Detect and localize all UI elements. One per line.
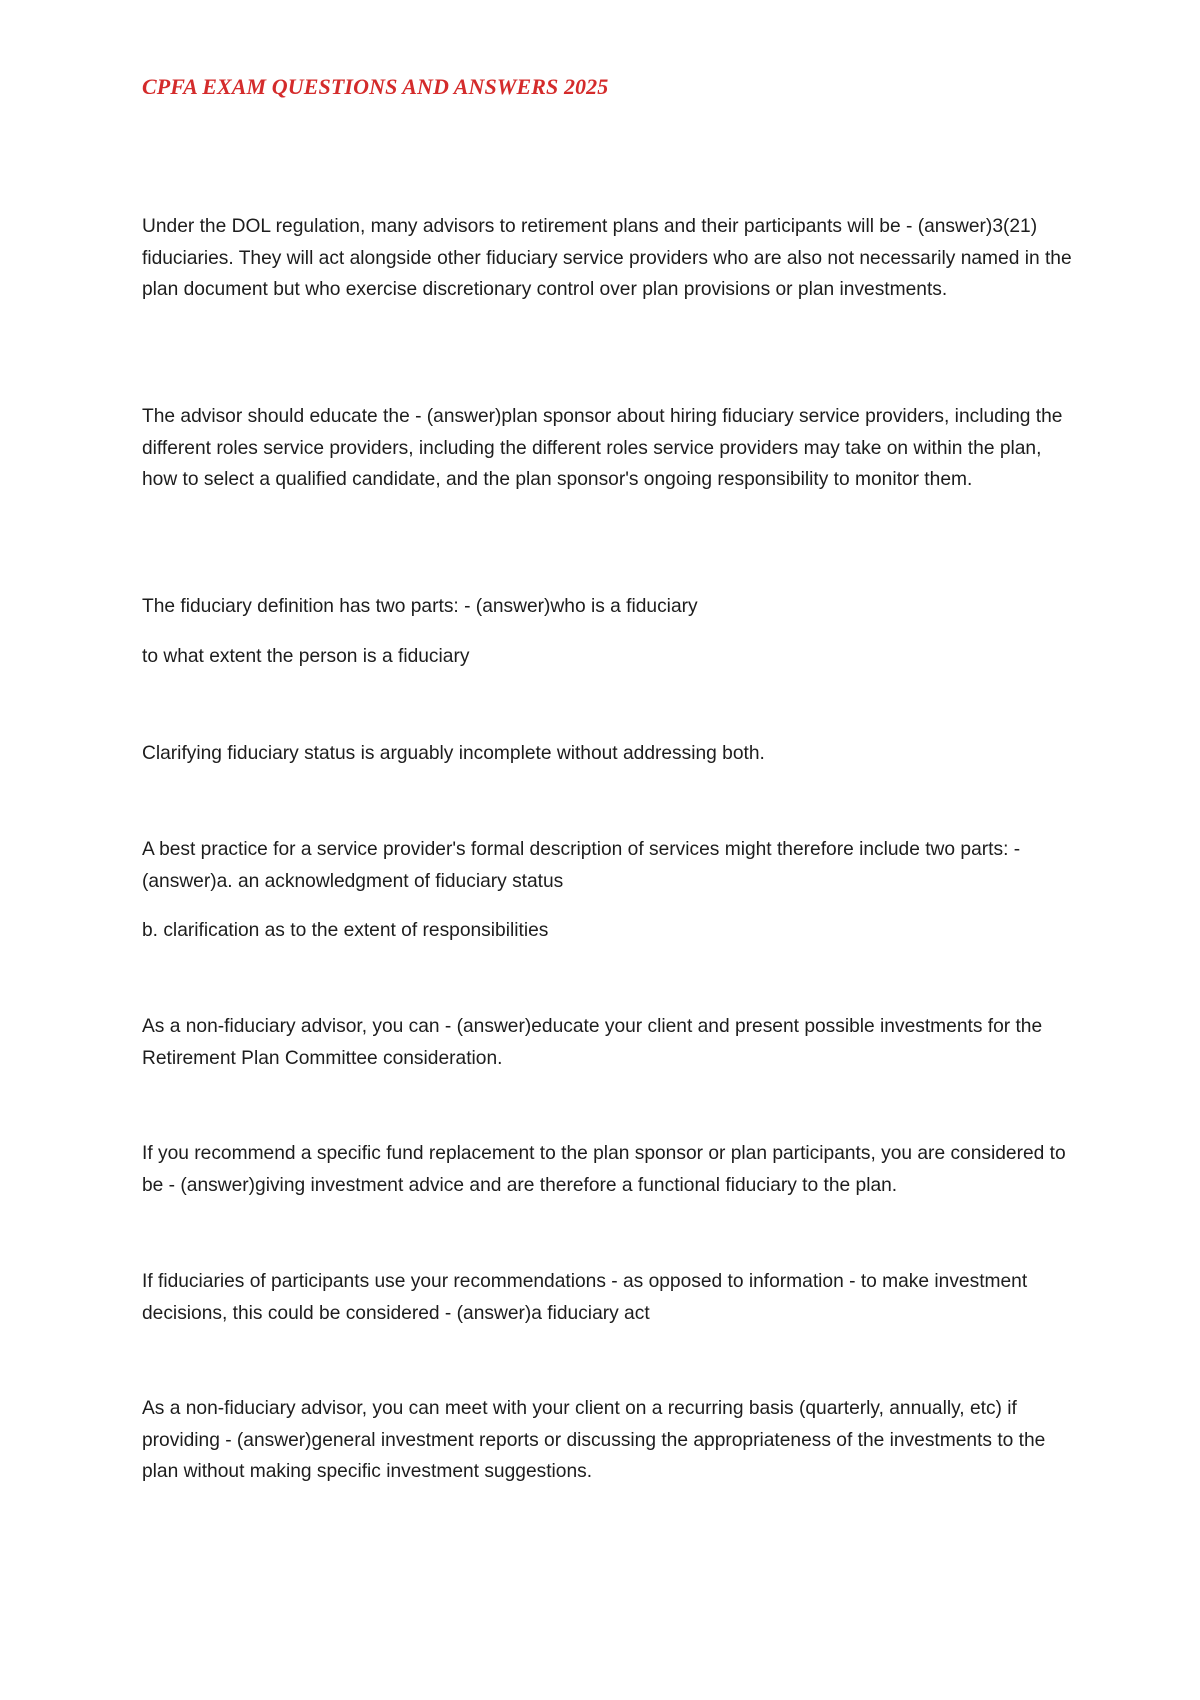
paragraph-dol-regulation: Under the DOL regulation, many advisors to retirement plans and their participants will be - (answer)3(21) fiduciaries. They will act alongside other fiduciary service providers who are also not necessarily named in the plan document but who exercise discretionary control over plan provisions or plan investments.: [142, 216, 1072, 300]
paragraph-clarification-extent: b. clarification as to the extent of responsibilities: [142, 920, 549, 941]
paragraph-best-practice: A best practice for a service provider's formal description of services might therefore include two parts: - (answer)a. an acknowledgment of fiduciary status: [142, 839, 1021, 892]
paragraph-fund-replacement: If you recommend a specific fund replacement to the plan sponsor or plan participants, you are considered to be - (answer)giving investment advice and are therefore a functional fiduciary to the plan.: [142, 1143, 1066, 1196]
paragraph-clarifying-status: Clarifying fiduciary status is arguably incomplete without addressing both.: [142, 743, 765, 764]
paragraph-fiduciary-definition: The fiduciary definition has two parts: - (answer)who is a fiduciary: [142, 596, 698, 617]
paragraph-non-fiduciary-educate: As a non-fiduciary advisor, you can - (answer)educate your client and present possible investments for the Retirement Plan Committee consideration.: [142, 1016, 1043, 1069]
paragraph-advisor-educate: The advisor should educate the - (answer)plan sponsor about hiring fiduciary service providers, including the different roles service providers, including the different roles service providers may take on within the plan, how to select a qualified candidate, and the plan sponsor's ongoing responsibility to monitor them.: [142, 406, 1063, 490]
paragraph-recurring-basis: As a non-fiduciary advisor, you can meet with your client on a recurring basis (quarterly, annually, etc) if providing - (answer)general investment reports or discussing the appropriateness of the investments to the plan without making specific investment suggestions.: [142, 1398, 1046, 1482]
paragraph-fiduciary-act: If fiduciaries of participants use your recommendations - as opposed to information - to make investment decisions, this could be considered - (answer)a fiduciary act: [142, 1271, 1028, 1324]
document-title: CPFA EXAM QUESTIONS AND ANSWERS 2025: [142, 74, 609, 99]
paragraph-fiduciary-extent: to what extent the person is a fiduciary: [142, 646, 470, 667]
